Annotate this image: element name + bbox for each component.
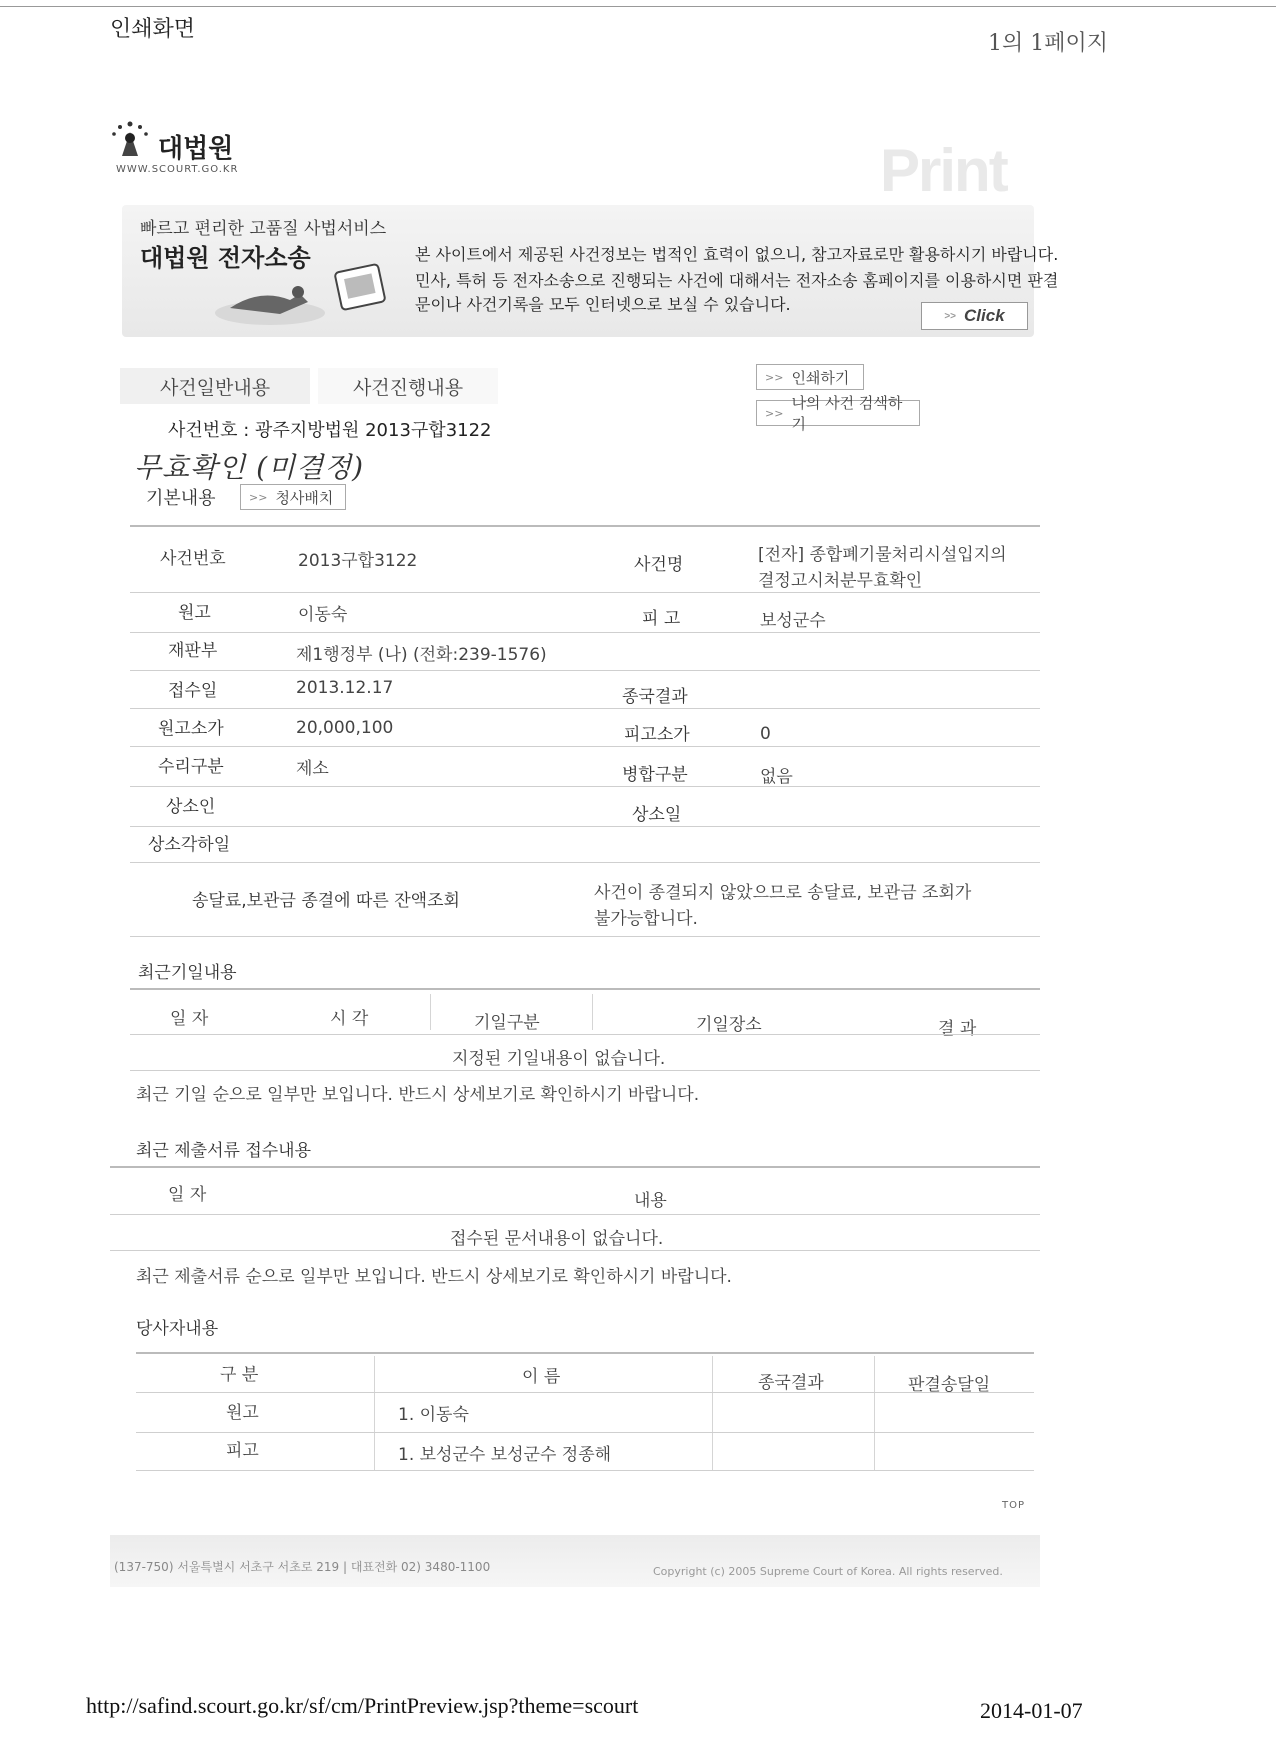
click-label: Click [964, 306, 1005, 325]
handwritten-annotation: 무효확인 (미결정) [134, 451, 365, 484]
banner-illustration-icon [210, 258, 400, 328]
column-divider [712, 1356, 713, 1470]
parties-header-served: 판결송달일 [908, 1375, 991, 1395]
party-row-2-type: 피고 [226, 1441, 259, 1461]
column-divider [374, 1356, 375, 1470]
case-number-heading: 사건번호 : 광주지방법원 2013구합3122 [168, 420, 492, 441]
row-rule [136, 1392, 1034, 1393]
print-header-title: 인쇄화면 [110, 17, 196, 42]
basic-info-label: 기본내용 [146, 488, 216, 509]
banner-title: 대법원 전자소송 [140, 244, 311, 272]
case-name-value-line-1: [전자] 종합폐기물처리시설입지의 [758, 545, 1007, 565]
merge-type-value: 없음 [760, 767, 793, 787]
tab-case-progress[interactable]: 사건진행내용 [318, 368, 498, 404]
row-rule [110, 1214, 1040, 1215]
acceptance-type-label: 수리구분 [158, 757, 224, 777]
appeal-date-label: 상소일 [632, 805, 682, 825]
defendant-value: 보성군수 [760, 611, 826, 631]
hearings-header-result: 결 과 [938, 1019, 977, 1039]
case-no-value: 2013구합3122 [298, 551, 418, 571]
row-rule [136, 1432, 1034, 1433]
documents-empty-message: 접수된 문서내용이 없습니다. [450, 1229, 664, 1249]
acceptance-type-value: 제소 [296, 759, 329, 779]
banner-notice-line-1: 본 사이트에서 제공된 사건정보는 법적인 효력이 없으니, 참고자료로만 활용하시기 바랍니다. [415, 245, 1059, 264]
parties-section-title: 당사자내용 [136, 1319, 219, 1339]
party-row-1-name: 1. 이동숙 [398, 1405, 469, 1425]
chevron-right-icon: >> [765, 406, 784, 420]
documents-header-date: 일 자 [168, 1185, 207, 1205]
plaintiff-value: 이동숙 [298, 605, 348, 625]
fee-balance-label: 송달료,보관금 종결에 따른 잔액조회 [192, 891, 460, 911]
courthouse-layout-label: 청사배치 [275, 488, 334, 507]
appeal-dismissed-label: 상소각하일 [148, 835, 231, 855]
print-button-label: 인쇄하기 [791, 368, 850, 387]
fee-balance-note-line-1: 사건이 종결되지 않았으므로 송달료, 보관금 조회가 [594, 883, 972, 903]
my-case-search-label: 나의 사건 검색하기 [791, 394, 903, 433]
hearings-header-date: 일 자 [170, 1009, 209, 1029]
row-rule [130, 786, 1040, 787]
merge-type-label: 병합구분 [622, 765, 688, 785]
hearings-header-place: 기일장소 [696, 1015, 762, 1035]
logo-name: 대법원 [158, 134, 234, 164]
courthouse-layout-button[interactable] [240, 484, 346, 510]
final-result-label: 종국결과 [622, 687, 688, 707]
my-case-search-button[interactable] [756, 394, 920, 433]
banner-subtitle: 빠르고 편리한 고품질 사법서비스 [140, 219, 387, 239]
hearings-header-time: 시 각 [330, 1009, 369, 1029]
plaintiff-amount-label: 원고소가 [158, 719, 224, 739]
tab-case-general[interactable]: 사건일반내용 [120, 368, 310, 404]
hearings-header-type: 기일구분 [474, 1013, 540, 1033]
row-rule [130, 1034, 1040, 1035]
chevron-right-icon: >> [944, 310, 957, 322]
parties-table-top-rule [136, 1352, 1034, 1354]
fee-balance-note-line-2: 불가능합니다. [594, 909, 698, 929]
parties-header-type: 구 분 [220, 1365, 259, 1385]
banner-notice-line-3: 문이나 사건기록을 모두 인터넷으로 보실 수 있습니다. [415, 295, 791, 314]
appellant-label: 상소인 [166, 797, 216, 817]
column-divider [430, 994, 431, 1030]
court-division-label: 재판부 [168, 641, 218, 661]
print-header-page: 1의 1페이지 [988, 31, 1108, 56]
row-rule [136, 1470, 1034, 1471]
row-rule [130, 708, 1040, 709]
hearings-table-top-rule [130, 988, 1040, 990]
row-rule [130, 936, 1040, 937]
banner-click-button[interactable] [921, 302, 1028, 330]
chevron-right-icon: >> [765, 370, 784, 384]
party-row-2-name: 1. 보성군수 보성군수 정종해 [398, 1445, 612, 1465]
defendant-amount-label: 피고소가 [624, 725, 690, 745]
print-button[interactable] [756, 364, 864, 390]
row-rule [130, 670, 1040, 671]
court-emblem-icon [108, 118, 152, 160]
documents-section-title: 최근 제출서류 접수내용 [136, 1141, 312, 1161]
plaintiff-amount-value: 20,000,100 [296, 718, 394, 738]
parties-header-name: 이 름 [522, 1367, 561, 1387]
column-divider [592, 994, 593, 1030]
parties-header-result: 종국결과 [758, 1373, 824, 1393]
row-rule [130, 826, 1040, 827]
defendant-amount-value: 0 [760, 724, 771, 744]
row-rule [130, 1070, 1040, 1071]
party-row-1-type: 원고 [226, 1403, 259, 1423]
received-date-value: 2013.12.17 [296, 678, 394, 698]
chevron-right-icon: >> [249, 490, 268, 504]
row-rule [130, 746, 1040, 747]
print-watermark-graphic: Print [880, 137, 1007, 204]
row-rule [110, 1250, 1040, 1251]
footer-copyright: Copyright (c) 2005 Supreme Court of Korea. All rights reserved. [653, 1565, 1003, 1578]
logo-url: WWW.SCOURT.GO.KR [116, 164, 239, 175]
column-divider [874, 1356, 875, 1470]
basic-table-top-rule [130, 525, 1040, 527]
top-border [0, 6, 1276, 7]
hearings-footnote: 최근 기일 순으로 일부만 보입니다. 반드시 상세보기로 확인하시기 바랍니다. [136, 1085, 700, 1105]
documents-table-top-rule [110, 1166, 1040, 1168]
court-division-value: 제1행정부 (나) (전화:239-1576) [296, 645, 547, 665]
row-rule [130, 592, 1040, 593]
footer-address: (137-750) 서울특별시 서초구 서초로 219 | 대표전화 02) 3480-1100 [114, 1560, 491, 1574]
case-no-label: 사건번호 [160, 549, 226, 569]
top-link[interactable]: TOP [1002, 1500, 1026, 1511]
received-date-label: 접수일 [168, 681, 218, 701]
defendant-label: 피 고 [642, 609, 681, 629]
banner-notice-line-2: 민사, 특허 등 전자소송으로 진행되는 사건에 대해서는 전자소송 홈페이지를 이용하시면 판결 [415, 271, 1059, 290]
case-name-label: 사건명 [634, 555, 684, 575]
documents-header-content: 내용 [634, 1191, 667, 1211]
site-logo[interactable] [108, 118, 268, 180]
row-rule [130, 862, 1040, 863]
hearings-empty-message: 지정된 기일내용이 없습니다. [452, 1049, 666, 1069]
plaintiff-label: 원고 [178, 603, 211, 623]
row-rule [130, 632, 1040, 633]
hearings-section-title: 최근기일내용 [138, 963, 237, 983]
print-footer-date: 2014-01-07 [980, 1698, 1083, 1723]
documents-footnote: 최근 제출서류 순으로 일부만 보입니다. 반드시 상세보기로 확인하시기 바랍니다. [136, 1267, 732, 1287]
print-footer-url: http://safind.scourt.go.kr/sf/cm/PrintPreview.jsp?theme=scourt [86, 1693, 639, 1718]
case-name-value-line-2: 결정고시처분무효확인 [758, 571, 923, 591]
